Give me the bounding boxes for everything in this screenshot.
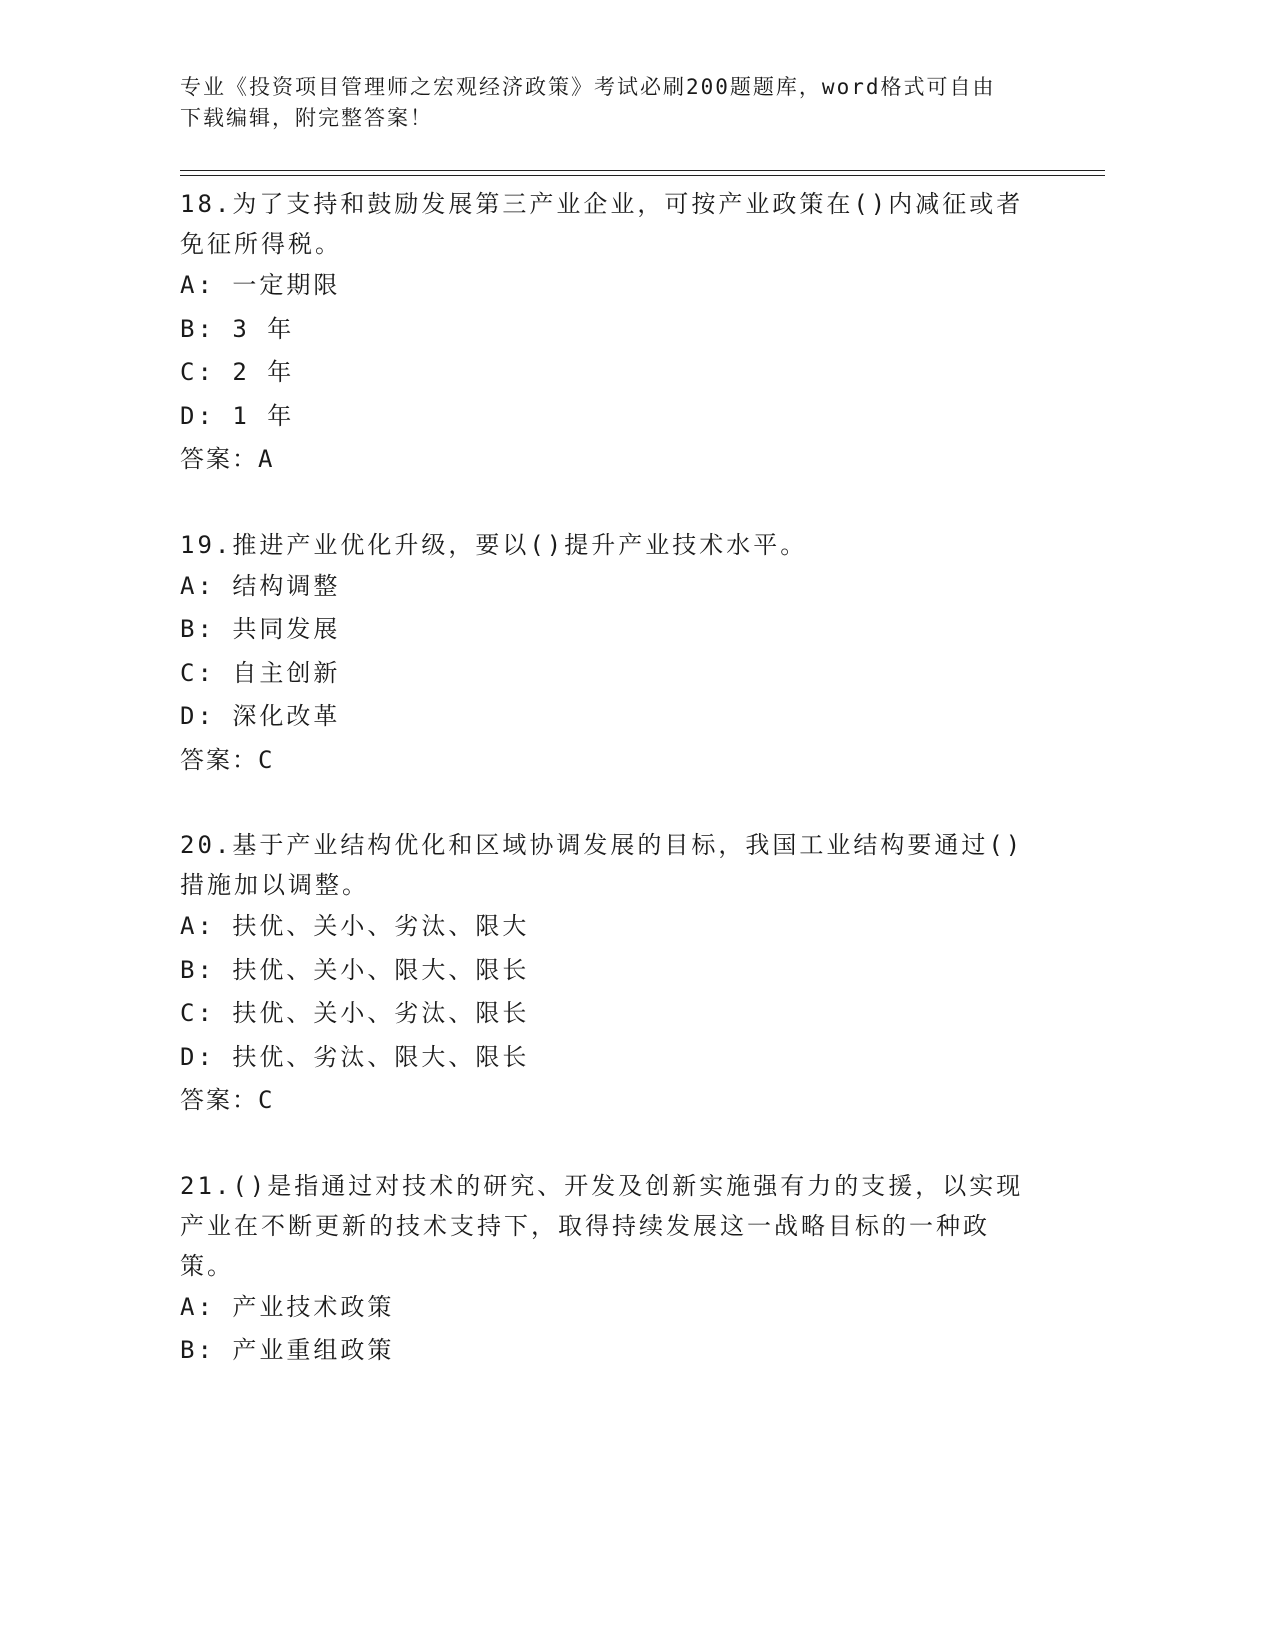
question-text: 20.基于产业结构优化和区域协调发展的目标，我国工业结构要通过()措施加以调整。 xyxy=(180,831,1024,899)
question-19 xyxy=(180,525,1040,783)
question-text: 21.()是指通过对技术的研究、开发及创新实施强有力的支援，以实现产业在不断更新的技术支持下，取得持续发展这一战略目标的一种政策。 xyxy=(180,1171,1024,1280)
answer-label: 答案： xyxy=(180,1086,258,1114)
option-d: D: 扶优、劣汰、限大、限长 xyxy=(180,1042,530,1071)
option-b: B: 产业重组政策 xyxy=(180,1336,395,1364)
option-b: B: 共同发展 xyxy=(180,615,341,643)
header-line-2: 下载编辑，附完整答案！ xyxy=(180,106,433,130)
option-c: C: 自主创新 xyxy=(180,658,341,687)
question-text: 19.推进产业优化升级，要以()提升产业技术水平。 xyxy=(180,530,808,559)
option-d: D: 深化改革 xyxy=(180,702,341,730)
option-b: B: 扶优、关小、限大、限长 xyxy=(180,955,530,984)
answer-line xyxy=(180,438,1040,482)
option-a: A: 结构调整 xyxy=(180,571,341,600)
answer-line xyxy=(180,739,1040,783)
question-list xyxy=(180,184,1040,1416)
answer-label: 答案： xyxy=(180,745,258,774)
document-header xyxy=(180,72,1040,134)
option-b: B: 3 年 xyxy=(180,314,295,343)
question-text: 18.为了支持和鼓励发展第三产业企业，可按产业政策在()内减征或者免征所得税。 xyxy=(180,190,1024,258)
header-divider-top xyxy=(180,170,1105,171)
option-a: A: 扶优、关小、劣汰、限大 xyxy=(180,912,530,940)
answer-label: 答案： xyxy=(180,445,258,473)
header-divider-bottom xyxy=(180,175,1105,176)
option-a: A: 产业技术政策 xyxy=(180,1292,395,1321)
header-line-1: 专业《投资项目管理师之宏观经济政策》考试必刷200题题库，word格式可自由 xyxy=(180,75,996,99)
option-d: D: 1 年 xyxy=(180,401,295,430)
question-18 xyxy=(180,184,1040,482)
question-20 xyxy=(180,825,1040,1123)
answer-line xyxy=(180,1079,1040,1123)
option-a: A: 一定期限 xyxy=(180,271,341,299)
question-21 xyxy=(180,1166,1040,1373)
answer-value: C xyxy=(258,1086,275,1114)
answer-value: C xyxy=(258,745,275,774)
option-c: C: 2 年 xyxy=(180,358,295,386)
option-c: C: 扶优、关小、劣汰、限长 xyxy=(180,999,530,1027)
answer-value: A xyxy=(258,445,275,473)
